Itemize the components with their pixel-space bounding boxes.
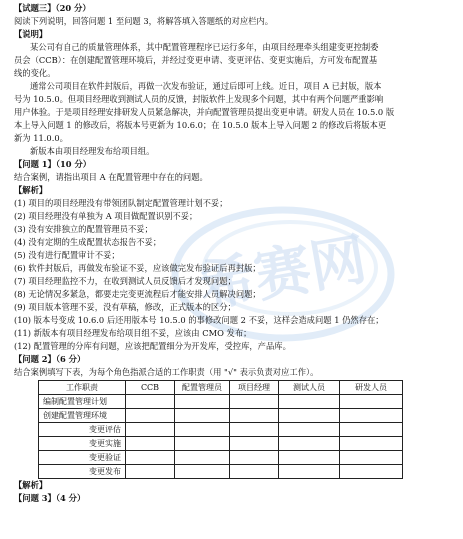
analysis-item: (10) 版本号变成 10.6.0 后还用版本号 10.5.0 的事修改问题 2 不妥，这样会造成问题 1 仍然存在； (14, 315, 384, 325)
answer-cell[interactable] (175, 437, 230, 451)
analysis-item: (1) 项目的项目经理没有带领团队制定配置管理计划不妥； (14, 198, 228, 208)
analysis-item: (5) 没有进行配置审计不妥； (14, 250, 120, 260)
answer-cell[interactable] (340, 409, 403, 423)
table-row (39, 437, 403, 451)
q1-text: 结合案例，请指出项目 A 在配置管理中存在的问题。 (14, 172, 208, 182)
analysis-item: (7) 项目经理监控不力，在收到测试人员反馈后才发现问题； (14, 276, 236, 286)
answer-cell[interactable] (279, 423, 340, 437)
answer-cell[interactable] (279, 395, 340, 409)
table-header: CCB (126, 381, 175, 395)
analysis-item: (8) 无论情况多紧急，都要走完变更流程后才能安排人员解决问题； (14, 289, 261, 299)
analysis2-label: 【解析】 (14, 480, 48, 490)
table-header: 工作职责 (39, 381, 126, 395)
analysis-item: (3) 没有安排独立的配置管理员不妥； (14, 224, 153, 234)
answer-cell[interactable] (175, 395, 230, 409)
para2-line: 新为 11.0.0。 (14, 133, 68, 143)
answer-cell[interactable] (175, 451, 230, 465)
answer-cell[interactable] (230, 395, 279, 409)
role-cell: 变更发布 (39, 465, 126, 479)
answer-cell[interactable] (126, 395, 175, 409)
role-cell: 变更实施 (39, 437, 126, 451)
role-cell: 编制配置管理计划 (39, 395, 126, 409)
answer-cell[interactable] (279, 409, 340, 423)
q2-heading: 【问题 2】（6 分） (14, 354, 86, 364)
q2-text: 结合案例填写下表，为每个角色指派合适的工作职责（用 "√" 表示负责对应工作）。 (14, 367, 319, 377)
role-cell: 创建配置管理环境 (39, 409, 126, 423)
q3-heading: 【问题 3】（4 分） (14, 493, 86, 503)
table-header-row (39, 381, 403, 395)
answer-cell[interactable] (126, 423, 175, 437)
answer-cell[interactable] (175, 409, 230, 423)
answer-cell[interactable] (126, 409, 175, 423)
exam-page (14, 2, 451, 505)
table-row (39, 465, 403, 479)
answer-cell[interactable] (175, 423, 230, 437)
table-row (39, 395, 403, 409)
table-row (39, 409, 403, 423)
q1-heading: 【问题 1】（10 分） (14, 159, 92, 169)
answer-cell[interactable] (230, 451, 279, 465)
explain-label: 【说明】 (14, 29, 48, 39)
responsibility-table-wrap (38, 380, 451, 479)
analysis-item: (4) 没有定期的生成配置状态报告不妥； (14, 237, 162, 247)
analysis-item: (12) 配置管理的分库有问题，应该把配置细分为开发库，受控库，产品库。 (14, 341, 291, 351)
analysis-item: (9) 项目版本管理不妥，没有草稿，修改，正式版本的区分； (14, 302, 236, 312)
answer-cell[interactable] (340, 437, 403, 451)
para1-line: 某公司有自己的质量管理体系，其中配置管理程序已运行多年，由项目经理牵头组建变更控制委 (30, 42, 379, 52)
table-header: 配置管理员 (175, 381, 230, 395)
para2-line: 本上导入问题 1 的修改后，将版本号更新为 10.6.0；在 10.5.0 版本上导入问题 2 的修改后将版本更 (14, 120, 387, 130)
table-row (39, 451, 403, 465)
answer-cell[interactable] (126, 437, 175, 451)
answer-cell[interactable] (340, 395, 403, 409)
answer-cell[interactable] (279, 451, 340, 465)
answer-cell[interactable] (230, 409, 279, 423)
question-heading: 【试题三】（20 分） (14, 3, 91, 13)
analysis-item: (6) 软件封版后，再做发布验证不妥，应该做完发布验证后再封版； (14, 263, 261, 273)
table-header: 研发人员 (340, 381, 403, 395)
role-cell: 变更验证 (39, 451, 126, 465)
answer-cell[interactable] (126, 465, 175, 479)
table-header: 测试人员 (279, 381, 340, 395)
answer-cell[interactable] (279, 437, 340, 451)
role-cell: 变更评估 (39, 423, 126, 437)
answer-cell[interactable] (175, 465, 230, 479)
answer-cell[interactable] (340, 423, 403, 437)
intro-text: 阅读下列说明，回答问题 1 至问题 3，将解答填入答题纸的对应栏内。 (14, 16, 274, 26)
table-row (39, 423, 403, 437)
para3-line: 新版本由项目经理发布给项目组。 (30, 146, 155, 156)
answer-cell[interactable] (279, 465, 340, 479)
para1-line: 线的变化。 (14, 68, 56, 78)
para2-line: 用户体验。于是项目经理安排研发人员紧急解决，并向配置管理员提出变更申请。研发人员在 10.5.0 版 (14, 107, 395, 117)
analysis-item: (2) 项目经理没有单独为 A 项目做配置识别不妥； (14, 211, 198, 221)
answer-cell[interactable] (230, 423, 279, 437)
table-header: 项目经理 (230, 381, 279, 395)
answer-cell[interactable] (230, 465, 279, 479)
para2-line: 号为 10.5.0。但项目经理收到测试人员的反馈，封版软件上发现多个问题，其中有两个问题严重影响 (14, 94, 384, 104)
para2-line: 通常公司项目在软件封版后，再做一次发布验证，通过后即可上线。近日，项目 A 已封版，版本 (30, 81, 382, 91)
watermark-text: 希赛网 (194, 226, 372, 321)
answer-cell[interactable] (340, 465, 403, 479)
responsibility-table (38, 380, 403, 479)
para1-line: 员会（CCB）：在创建配置管理环境后，并经过变更申请、变更评估、变更实施后，方可发布配置基 (14, 55, 378, 65)
analysis-label: 【解析】 (14, 185, 48, 195)
answer-cell[interactable] (340, 451, 403, 465)
analysis-item: (11) 新版本有项目经理发布给项目组不妥，应该由 CMO 发布； (14, 328, 252, 338)
answer-cell[interactable] (230, 437, 279, 451)
answer-cell[interactable] (126, 451, 175, 465)
